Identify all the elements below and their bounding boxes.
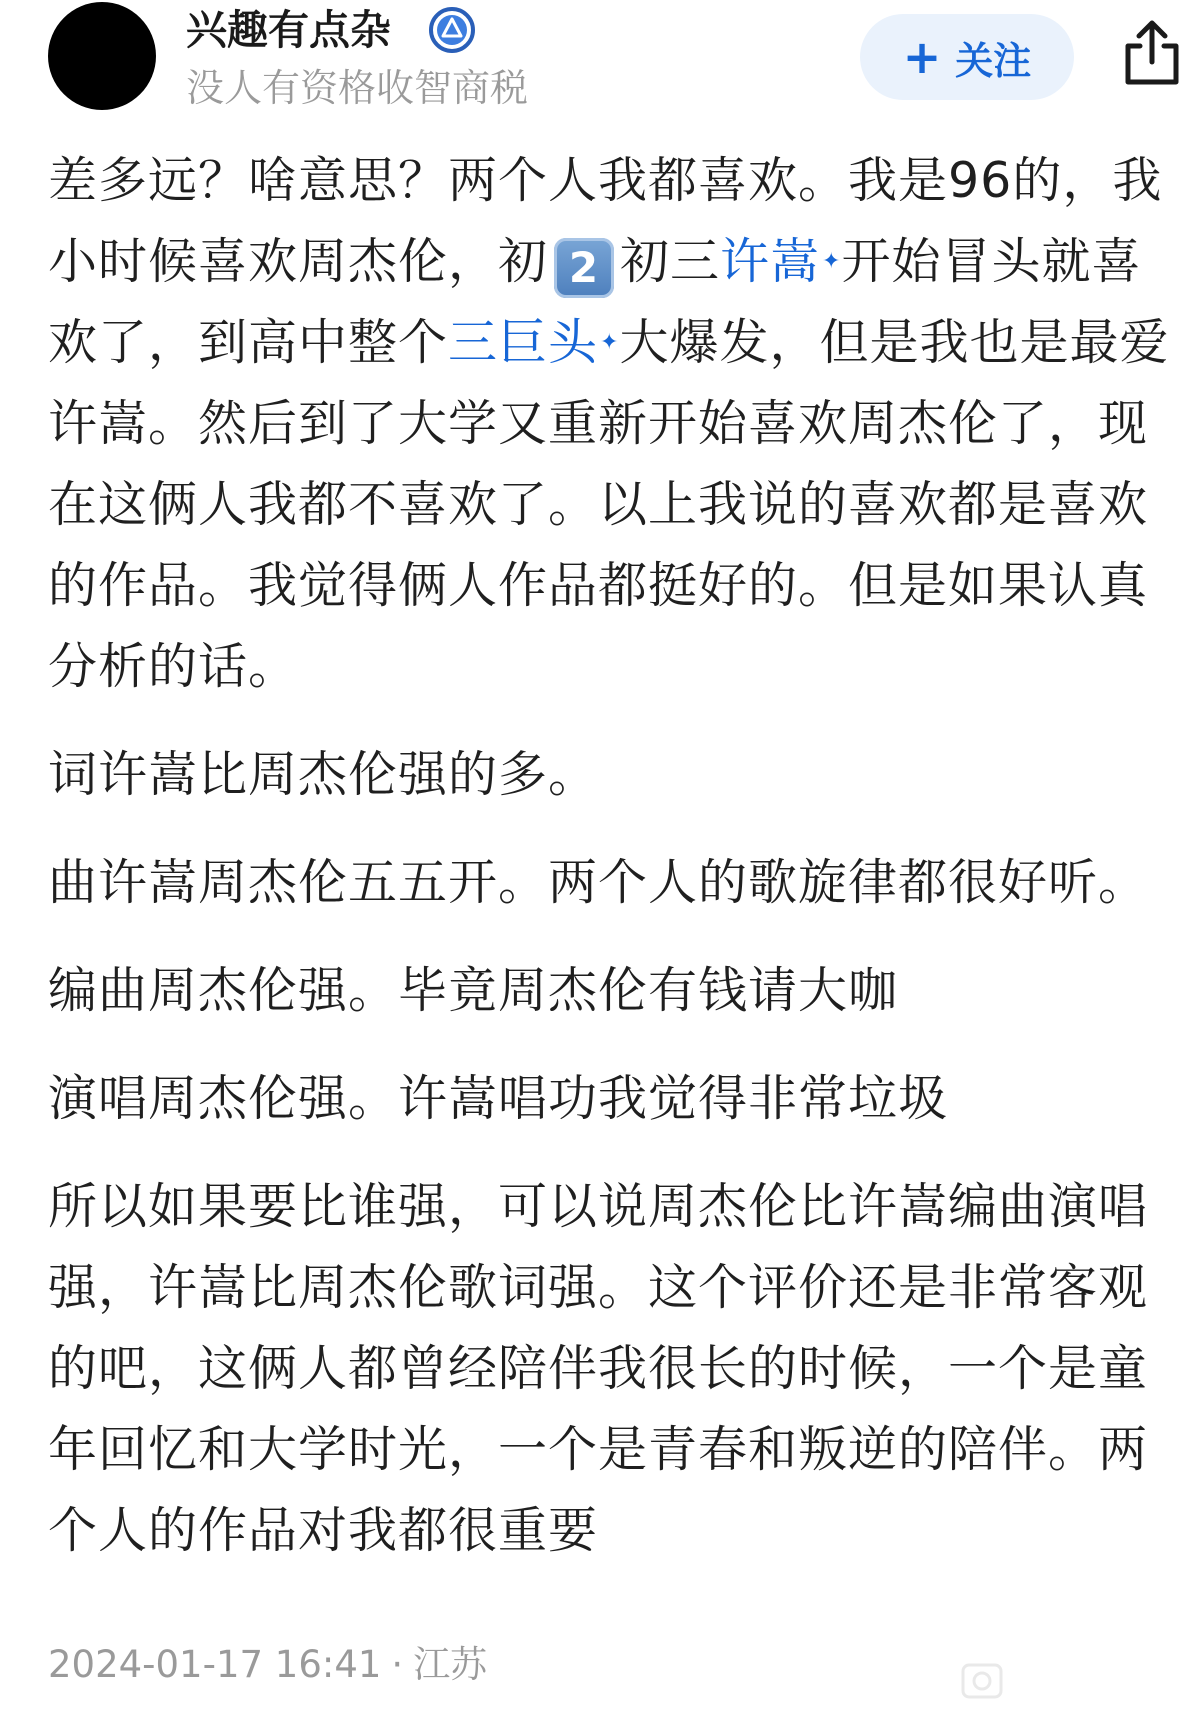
meta-separator: ·	[391, 1643, 404, 1686]
watermark-icon	[960, 1662, 1004, 1700]
follow-label: 关注	[955, 38, 1032, 83]
link-text: 许嵩	[720, 233, 821, 290]
paragraph-text: 初三	[620, 233, 721, 290]
post-paragraph-6: 所以如果要比谁强，可以说周杰伦比许嵩编曲演唱强，许嵩比周杰伦歌词强。这个评价还是非常客观的吧，这俩人都曾经陪伴我很长的时候，一个是童年回忆和大学时光，一个是青春和叛逆的陪伴。两个人的作品对我都很重要	[48, 1178, 1149, 1559]
post-paragraph-5: 演唱周杰伦强。许嵩唱功我觉得非常垃圾	[48, 1070, 949, 1127]
post-location: 江苏	[413, 1643, 488, 1686]
paragraph-text: 差多远？啥意思？两个人我都喜欢。我是96的，我小时候喜欢周杰伦，初	[48, 152, 1163, 290]
sparkle-icon: ✦	[600, 330, 620, 355]
search-link-sanjutou[interactable]	[448, 314, 619, 371]
avatar[interactable]	[48, 2, 156, 110]
search-link-xusong[interactable]	[720, 233, 841, 290]
sparkle-icon: ✦	[822, 249, 842, 274]
paragraph-text: 开始冒头就喜欢了，到高中整个	[48, 233, 1142, 371]
post-datetime: 2024-01-17 16:41	[48, 1643, 382, 1686]
author-name[interactable]: 兴趣有点杂	[186, 6, 391, 54]
plus-icon: +	[902, 30, 942, 84]
post-paragraph-2: 词许嵩比周杰伦强的多。	[48, 746, 599, 803]
share-icon[interactable]	[1120, 18, 1184, 88]
paragraph-text: 大爆发，但是我也是最爱许嵩。然后到了大学又重新开始喜欢周杰伦了，现在这俩人我都不喜欢了。以上我说的喜欢都是喜欢的作品。我觉得俩人作品都挺好的。但是如果认真分析的话。	[48, 314, 1170, 695]
verified-badge-icon	[428, 6, 476, 54]
post-header	[0, 0, 1204, 120]
post-paragraph-1	[48, 140, 1188, 707]
post-meta	[48, 1640, 487, 1690]
post-paragraph-3: 曲许嵩周杰伦五五开。两个人的歌旋律都很好听。	[48, 854, 1149, 911]
link-text: 三巨头	[448, 314, 599, 371]
post-paragraph-4: 编曲周杰伦强。毕竟周杰伦有钱请大咖	[48, 962, 899, 1019]
keycap-2-emoji: 2	[554, 238, 614, 298]
follow-button[interactable]	[860, 14, 1074, 100]
author-bio: 没人有资格收智商税	[186, 66, 529, 110]
post-body	[48, 140, 1188, 1598]
